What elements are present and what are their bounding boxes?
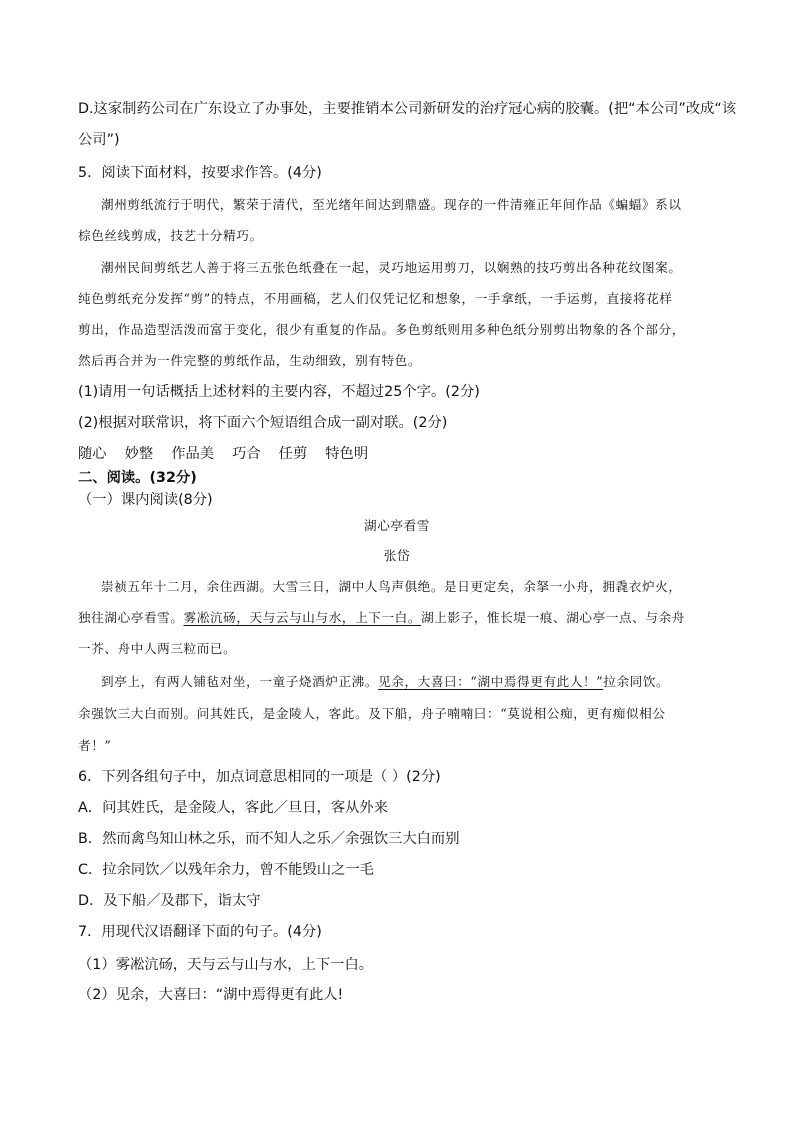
q4-option-d-line1: D.这家制药公司在广东设立了办事处，主要推销本公司新研发的治疗冠心病的胶囊。(把“本公司”改成“该 <box>78 101 737 117</box>
essay-p1-line2-pre: 独往湖心亭看雪。 <box>78 610 184 625</box>
phrase-item: 特色明 <box>325 446 369 462</box>
q5-para2-line2: 纯色剪纸充分发挥“剪”的特点，不用画稿，艺人们仅凭记忆和想象，一手拿纸，一手运剪，直接将花样 <box>78 291 673 306</box>
q4-option-d-line2: 公司”) <box>78 132 120 148</box>
essay-p1-line3: 一芥、舟中人两三粒而已。 <box>78 641 237 656</box>
q5-sub1: (1)请用一句话概括上述材料的主要内容，不超过25个字。(2分) <box>78 384 480 400</box>
q5-prompt: 5．阅读下面材料，按要求作答。(4分) <box>78 165 322 181</box>
q5-sub2: (2)根据对联常识，将下面六个短语组合成一副对联。(2分) <box>78 415 448 431</box>
q7-sentence-2: （2）见余，大喜曰：“湖中焉得更有此人! <box>78 987 344 1003</box>
phrase-item: 随心 <box>78 446 107 462</box>
essay-underlined-sentence-1: 雾凇沆砀，天与云与山与水，上下一白。 <box>183 610 422 625</box>
q6-option-c: C．拉余同饮／以残年余力，曾不能毁山之一毛 <box>78 862 374 878</box>
essay-p2-line3: 者！” <box>78 738 112 753</box>
essay-p1-line2-post: 湖上影子，惟长堤一痕、湖心亭一点、与余舟 <box>421 610 685 625</box>
q5-para2-line3: 剪出，作品造型活泼而富于变化，很少有重复的作品。多色剪纸则用多种色纸分别剪出物象的各个部分， <box>78 322 685 337</box>
q5-para2-line4: 然后再合并为一件完整的剪纸作品，生动细致，别有特色。 <box>78 353 422 368</box>
essay-p2-line2: 余强饮三大白而别。问其姓氏，是金陵人，客此。及下船，舟子喃喃曰：“莫说相公痴，更有痴似相公 <box>78 706 666 721</box>
essay-p1-line2 <box>78 608 685 628</box>
q6-prompt: 6．下列各组句子中，加点词意思相同的一项是（ ）(2分) <box>78 769 441 785</box>
q7-prompt: 7．用现代汉语翻译下面的句子。(4分) <box>78 924 322 940</box>
section2-title: 二、阅读。(32分) <box>78 470 197 486</box>
phrase-item: 巧合 <box>232 446 261 462</box>
q7-sentence-1: （1）雾凇沆砀，天与云与山与水，上下一白。 <box>78 957 374 973</box>
q5-phrase-list <box>78 444 386 464</box>
phrase-item: 任剪 <box>278 446 308 462</box>
q6-option-d: D．及下船／及郡下，诣太守 <box>78 893 261 909</box>
essay-p1-line1: 崇祯五年十二月，余住西湖。大雪三日，湖中人鸟声俱绝。是日更定矣，余拏一小舟，拥毳衣炉火， <box>101 579 682 594</box>
q6-option-a: A．问其姓氏，是金陵人，客此／旦日，客从外来 <box>78 800 389 816</box>
essay-p2-line1-pre: 到亭上，有两人铺毡对坐，一童子烧酒炉正沸。 <box>101 674 379 689</box>
phrase-item: 作品美 <box>171 446 215 462</box>
essay-p2-line1-post: 拉余同饮。 <box>603 674 670 689</box>
essay-title: 湖心亭看雪 <box>364 518 430 533</box>
q5-para1-line2: 棕色丝线剪成，技艺十分精巧。 <box>78 228 263 243</box>
essay-underlined-sentence-2: 见余，大喜曰：“湖中焉得更有此人！” <box>378 674 604 689</box>
q5-para1-line1: 潮州剪纸流行于明代，繁荣于清代，至光绪年间达到鼎盛。现存的一件清雍正年间作品《蝙蝠》系以 <box>101 197 682 212</box>
essay-p2-line1 <box>101 672 669 692</box>
phrase-item: 妙整 <box>124 446 154 462</box>
essay-author: 张岱 <box>383 548 411 563</box>
section2-part1-title: （一）课内阅读(8分) <box>78 492 213 508</box>
q6-option-b: B．然而禽鸟知山林之乐，而不知人之乐／余强饮三大白而别 <box>78 831 460 847</box>
q5-para2-line1: 潮州民间剪纸艺人善于将三五张色纸叠在一起，灵巧地运用剪刀，以娴熟的技巧剪出各种花纹图案。 <box>101 260 682 275</box>
